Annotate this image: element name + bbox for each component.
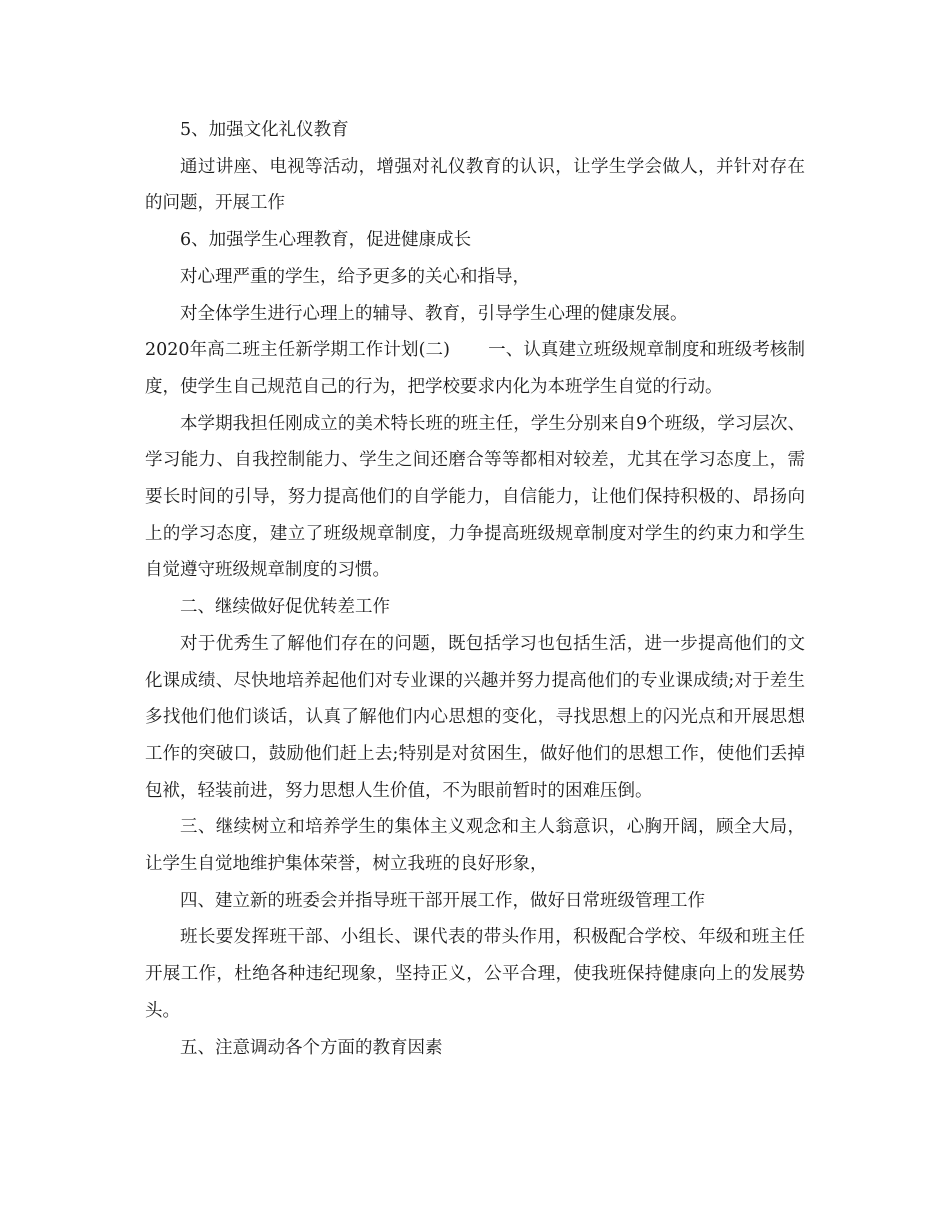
paragraph-etiquette: 通过讲座、电视等活动，增强对礼仪教育的认识，让学生学会做人，并针对存在的问题，开展工作 (145, 156, 805, 214)
section-title-line (145, 332, 805, 405)
paragraph-students: 对于优秀生了解他们存在的问题，既包括学习也包括生活，进一步提高他们的文化课成绩、尽快地培养起他们对专业课的兴趣并努力提高他们的专业课成绩;对于差生多找他们他们谈话，认真了解他们内心思想的变化，寻找思想上的闪光点和开展思想工作的突破口，鼓励他们赶上去;特别是对贫困生，做好他们的思想工作，使他们丢掉包袱，轻装前进，努力思想人生价值，不为眼前暂时的困难压倒。 (145, 633, 805, 801)
heading-students: 二、继续做好促优转差工作 (180, 597, 390, 618)
paragraph-collectivism: 三、继续树立和培养学生的集体主义观念和主人翁意识，心胸开阔，顾全大局，让学生自觉地维护集体荣誉，树立我班的良好形象， (145, 817, 805, 875)
paragraph-psychology-1: 对心理严重的学生，给予更多的关心和指导， (180, 266, 530, 287)
section-title: 2020年高二班主任新学期工作计划(二) (145, 340, 450, 361)
heading-class-committee: 四、建立新的班委会并指导班干部开展工作，做好日常班级管理工作 (180, 890, 705, 911)
heading-etiquette: 5、加强文化礼仪教育 (180, 120, 349, 140)
heading-education-factors: 五、注意调动各个方面的教育因素 (180, 1037, 443, 1058)
paragraph-class-rules: 本学期我担任刚成立的美术特长班的班主任，学生分别来自9个班级，学习层次、学习能力、自我控制能力、学生之间还磨合等等都相对较差，尤其在学习态度上，需要长时间的引导，努力提高他们的自学能力，自信能力，让他们保持积极的、昂扬向上的学习态度，建立了班级规章制度，力争提高班级规章制度对学生的约束力和学生自觉遵守班级规章制度的习惯。 (145, 413, 805, 581)
paragraph-psychology-2: 对全体学生进行心理上的辅导、教育，引导学生心理的健康发展。 (180, 303, 688, 324)
heading-psychology: 6、加强学生心理教育，促进健康成长 (180, 230, 472, 251)
document-page (145, 112, 805, 1066)
section-first-paragraph: 一、认真建立班级规章制度和班级考核制度，使学生自己规范自己的行为，把学校要求内化为本班学生自觉的行动。 (145, 340, 805, 397)
paragraph-class-committee: 班长要发挥班干部、小组长、课代表的带头作用，积极配合学校、年级和班主任开展工作，杜绝各种违纪现象，坚持正义，公平合理，使我班保持健康向上的发展势头。 (145, 927, 805, 1021)
